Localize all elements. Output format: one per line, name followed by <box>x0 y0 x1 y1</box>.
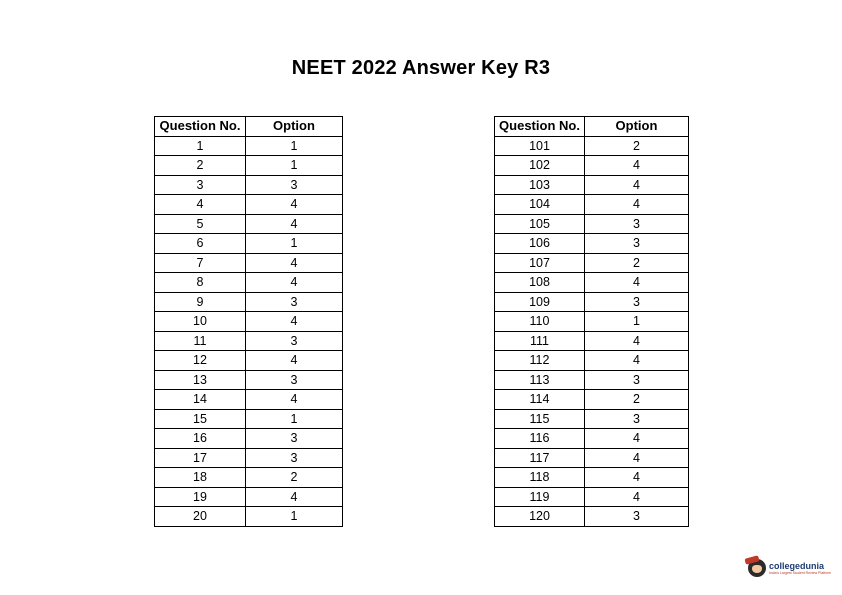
table-row <box>155 331 343 351</box>
question-number-cell: 101 <box>495 136 585 156</box>
question-number-cell: 4 <box>155 195 246 215</box>
option-cell: 1 <box>246 234 343 254</box>
question-number-cell: 108 <box>495 273 585 293</box>
option-cell: 3 <box>585 409 689 429</box>
question-number-cell: 106 <box>495 234 585 254</box>
table-row <box>495 253 689 273</box>
option-cell: 3 <box>585 292 689 312</box>
question-number-cell: 116 <box>495 429 585 449</box>
table-row <box>495 214 689 234</box>
option-cell: 4 <box>246 390 343 410</box>
table-row <box>155 175 343 195</box>
question-number-cell: 112 <box>495 351 585 371</box>
option-cell: 4 <box>585 331 689 351</box>
question-number-cell: 11 <box>155 331 246 351</box>
question-number-cell: 7 <box>155 253 246 273</box>
table-row <box>155 195 343 215</box>
question-number-cell: 8 <box>155 273 246 293</box>
question-number-cell: 12 <box>155 351 246 371</box>
question-number-cell: 15 <box>155 409 246 429</box>
table-row <box>155 214 343 234</box>
option-cell: 4 <box>246 253 343 273</box>
question-number-cell: 113 <box>495 370 585 390</box>
option-cell: 3 <box>585 214 689 234</box>
table-row <box>495 487 689 507</box>
option-cell: 1 <box>585 312 689 332</box>
option-cell: 4 <box>246 273 343 293</box>
option-cell: 2 <box>246 468 343 488</box>
option-cell: 4 <box>246 351 343 371</box>
question-number-cell: 14 <box>155 390 246 410</box>
table-row <box>495 429 689 449</box>
question-number-cell: 107 <box>495 253 585 273</box>
question-number-cell: 118 <box>495 468 585 488</box>
table-row <box>155 390 343 410</box>
option-cell: 4 <box>585 175 689 195</box>
option-cell: 2 <box>585 390 689 410</box>
table-row <box>495 234 689 254</box>
option-cell: 3 <box>246 429 343 449</box>
table-row <box>495 175 689 195</box>
option-cell: 3 <box>246 331 343 351</box>
question-number-cell: 20 <box>155 507 246 527</box>
question-number-cell: 105 <box>495 214 585 234</box>
table-row <box>155 136 343 156</box>
table-row <box>495 292 689 312</box>
table-row <box>155 409 343 429</box>
answer-table-right <box>494 116 689 527</box>
option-cell: 4 <box>585 195 689 215</box>
question-number-cell: 111 <box>495 331 585 351</box>
table-row <box>155 253 343 273</box>
option-cell: 4 <box>585 448 689 468</box>
question-number-cell: 114 <box>495 390 585 410</box>
question-number-cell: 1 <box>155 136 246 156</box>
table-row <box>155 468 343 488</box>
question-number-cell: 13 <box>155 370 246 390</box>
question-number-cell: 5 <box>155 214 246 234</box>
option-cell: 4 <box>585 156 689 176</box>
table-row <box>155 429 343 449</box>
page-title: NEET 2022 Answer Key R3 <box>291 57 551 79</box>
option-cell: 2 <box>585 253 689 273</box>
question-number-cell: 104 <box>495 195 585 215</box>
answer-table-left <box>154 116 343 527</box>
question-number-cell: 110 <box>495 312 585 332</box>
question-number-cell: 18 <box>155 468 246 488</box>
table-row <box>155 273 343 293</box>
question-number-cell: 3 <box>155 175 246 195</box>
option-cell: 4 <box>585 429 689 449</box>
option-cell: 4 <box>246 312 343 332</box>
question-number-cell: 6 <box>155 234 246 254</box>
table-row <box>155 156 343 176</box>
question-number-cell: 109 <box>495 292 585 312</box>
question-number-cell: 2 <box>155 156 246 176</box>
table-row <box>155 448 343 468</box>
question-header: Question No. <box>495 117 585 137</box>
table-row <box>155 312 343 332</box>
question-number-cell: 9 <box>155 292 246 312</box>
table-row <box>495 331 689 351</box>
table-row <box>495 273 689 293</box>
option-cell: 3 <box>246 448 343 468</box>
question-number-cell: 102 <box>495 156 585 176</box>
option-cell: 1 <box>246 136 343 156</box>
option-cell: 3 <box>246 175 343 195</box>
option-header: Option <box>246 117 343 137</box>
question-number-cell: 103 <box>495 175 585 195</box>
table-row <box>155 370 343 390</box>
table-row <box>495 507 689 527</box>
option-cell: 4 <box>246 195 343 215</box>
collegedunia-logo <box>748 556 838 580</box>
table-row <box>155 292 343 312</box>
table-row <box>155 507 343 527</box>
table-row <box>495 312 689 332</box>
question-number-cell: 19 <box>155 487 246 507</box>
option-header: Option <box>585 117 689 137</box>
table-row <box>495 468 689 488</box>
table-row <box>495 390 689 410</box>
table-row <box>495 409 689 429</box>
option-cell: 4 <box>585 351 689 371</box>
question-number-cell: 10 <box>155 312 246 332</box>
question-number-cell: 120 <box>495 507 585 527</box>
option-cell: 3 <box>585 370 689 390</box>
option-cell: 4 <box>585 487 689 507</box>
table-row <box>155 351 343 371</box>
question-number-cell: 17 <box>155 448 246 468</box>
option-cell: 4 <box>585 468 689 488</box>
table-row <box>495 156 689 176</box>
option-cell: 3 <box>246 292 343 312</box>
logo-tagline: India's Largest Student Review Platform <box>769 570 832 575</box>
table-row <box>495 370 689 390</box>
table-row <box>155 234 343 254</box>
mascot-icon <box>748 559 766 577</box>
option-cell: 2 <box>585 136 689 156</box>
option-cell: 3 <box>585 507 689 527</box>
question-number-cell: 117 <box>495 448 585 468</box>
question-number-cell: 16 <box>155 429 246 449</box>
option-cell: 1 <box>246 507 343 527</box>
option-cell: 3 <box>246 370 343 390</box>
option-cell: 4 <box>585 273 689 293</box>
question-number-cell: 115 <box>495 409 585 429</box>
table-row <box>495 136 689 156</box>
option-cell: 3 <box>585 234 689 254</box>
logo-name: collegedunia <box>769 560 825 571</box>
table-row <box>495 195 689 215</box>
option-cell: 4 <box>246 214 343 234</box>
table-row <box>495 351 689 371</box>
option-cell: 1 <box>246 409 343 429</box>
table-row <box>155 487 343 507</box>
question-number-cell: 119 <box>495 487 585 507</box>
question-header: Question No. <box>155 117 246 137</box>
option-cell: 1 <box>246 156 343 176</box>
table-row <box>495 448 689 468</box>
option-cell: 4 <box>246 487 343 507</box>
